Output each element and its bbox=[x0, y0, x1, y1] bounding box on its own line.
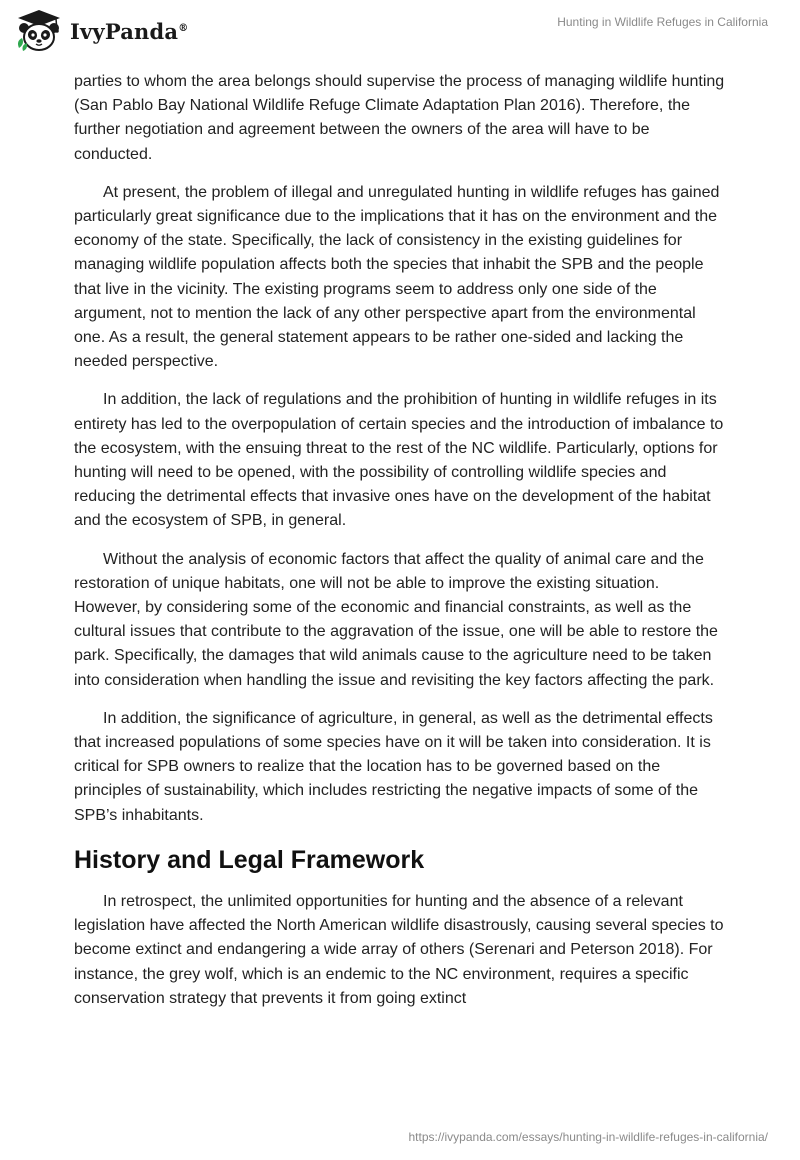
document-title: Hunting in Wildlife Refuges in California bbox=[557, 15, 768, 29]
paragraph: At present, the problem of illegal and unregulated hunting in wildlife refuges has gained particularly great significance due to the implications that it has on the environment and the economy of the state. Specifically, the lack of consistency in the existing guidelines for managing wildlife population affects both the species that inhabit the SPB and the people that live in the vicinity. The existing programs seem to address only one side of the argument, not to mention the lack of any other perspective apart from the environmental one. As a result, the general statement appears to be rather one-sided and lacking the needed perspective. bbox=[74, 183, 720, 371]
ivypanda-logo[interactable] bbox=[14, 8, 188, 54]
page-header bbox=[0, 0, 800, 62]
paragraph: Without the analysis of economic factors that affect the quality of animal care and the restoration of unique habitats, one will not be able to improve the existing situation. However, by considering some of the economic and financial constraints, as well as the cultural issues that contribute to the aggravation of the issue, one will be able to restore the park. Specifically, the damages that wild animals cause to the agriculture need to be taken into consideration when handling the issue and revisiting the key factors affecting the park. bbox=[74, 550, 718, 689]
panda-graduate-icon bbox=[14, 8, 64, 54]
essay-body bbox=[74, 70, 726, 1025]
paragraph: In addition, the lack of regulations and the prohibition of hunting in wildlife refuges in its entirety has led to the overpopulation of certain species and the introduction of imbalance to the ecosystem, with the ensuing threat to the rest of the NC wildlife. Particularly, options for hunting will need to be opened, with the possibility of controlling wildlife species and reducing the detrimental effects that invasive ones have on the development of the habitat and the ecosystem of SPB, in general. bbox=[74, 391, 724, 530]
section-heading: History and Legal Framework bbox=[74, 845, 425, 874]
paragraph: parties to whom the area belongs should supervise the process of managing wildlife hunting (San Pablo Bay National Wildlife Refuge Climate Adaptation Plan 2016). Therefore, the further negotiation and agreement between the owners of the area will have to be conducted. bbox=[74, 73, 725, 163]
source-url[interactable]: https://ivypanda.com/essays/hunting-in-wildlife-refuges-in-california/ bbox=[408, 1130, 768, 1144]
paragraph: In addition, the significance of agriculture, in general, as well as the detrimental effects that increased populations of some species have on it will be taken into consideration. It is critical for SPB owners to realize that the location has to be governed based on the principles of sustainability, which includes restricting the negative impacts of some of the SPB’s inhabitants. bbox=[74, 709, 713, 824]
paragraph: In retrospect, the unlimited opportunities for hunting and the absence of a relevant legislation have affected the North American wildlife disastrously, causing several species to become extinct and endangering a wide array of others (Serenari and Peterson 2018). For instance, the grey wolf, which is an endemic to the NC environment, requires a specific conservation strategy that prevents it from going extinct bbox=[74, 892, 724, 1007]
brand-name: IvyPanda® bbox=[70, 18, 189, 44]
